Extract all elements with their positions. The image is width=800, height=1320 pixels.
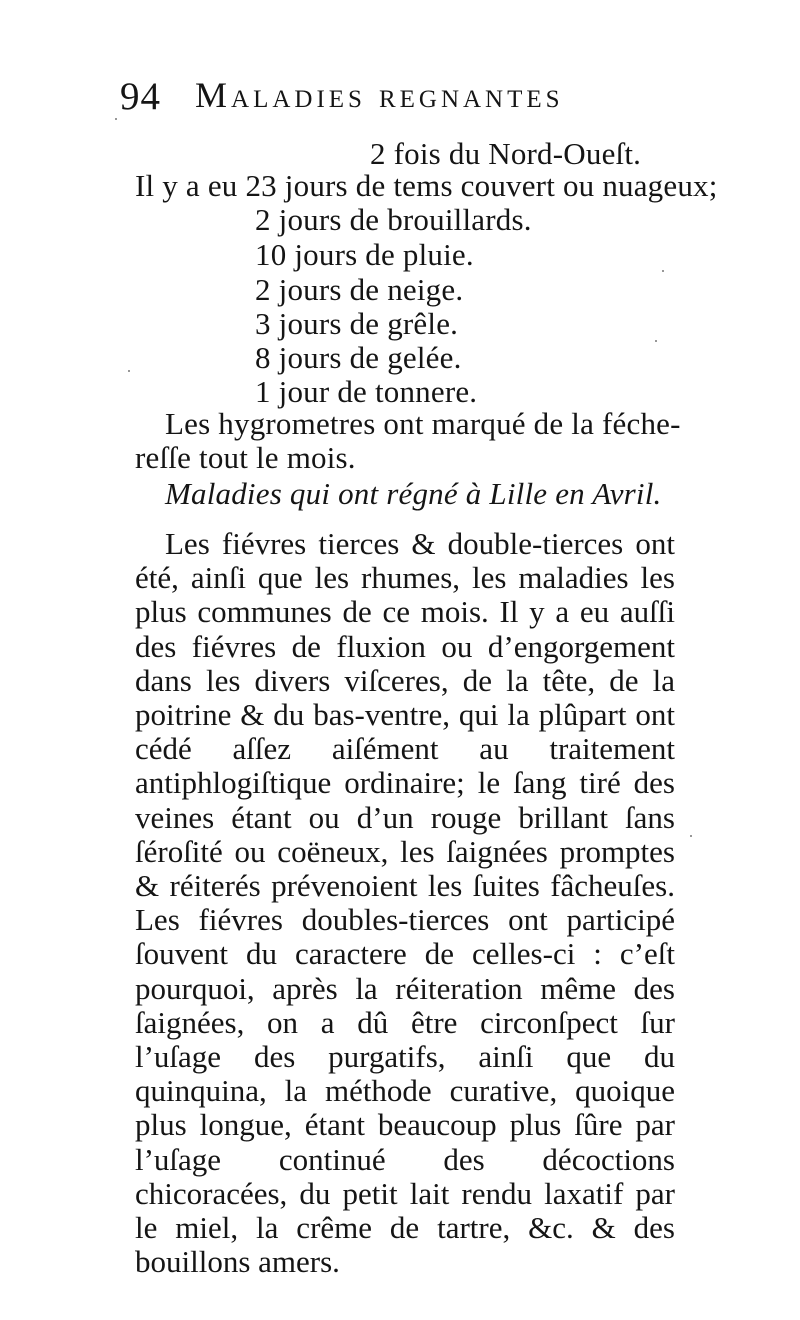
- weather-line-frost: 8 jours de gelée.: [255, 340, 462, 375]
- running-head: [120, 74, 680, 124]
- weather-line-snow: 2 jours de neige.: [255, 272, 464, 307]
- print-speck: [662, 270, 664, 272]
- running-title: Maladies regnantes: [195, 75, 564, 115]
- weather-line-hail: 3 jours de grêle.: [255, 306, 459, 341]
- print-speck: [655, 340, 657, 342]
- section-heading: Maladies qui ont régné à Lille en Avril.: [165, 476, 662, 511]
- hygrometer-line-1: Les hygrometres ont marqué de la féche-: [165, 406, 681, 441]
- print-speck: [128, 370, 130, 372]
- wind-line: 2 fois du Nord-Oueſt.: [370, 136, 642, 171]
- print-speck: [690, 835, 692, 837]
- weather-intro-line: Il y a eu 23 jours de tems couvert ou nuageux;: [135, 168, 718, 203]
- body-paragraph: Les fiévres tierces & double-tierces ont été, ainſi que les rhumes, les maladies les plus communes de ce mois. Il y a eu auſſi des fiévres de fluxion ou d’engorgement dans les divers viſceres, de la tête, de la poitrine & du bas-ventre, qui la plûpart ont cédé aſſez aiſément au traitement antiphlogiſtique ordinaire; le ſang tiré des veines étant ou d’un rouge brillant ſans ſéroſité ou coëneux, les ſaignées promptes & réiterés prévenoient les ſuites fâcheuſes. Les fiévres doubles-tierces ont participé ſouvent du caractere de celles-ci : c’eſt pourquoi, après la réiteration même des ſaignées, on a dû être circonſpect ſur l’uſage des purgatifs, ainſi que du quinquina, la méthode curative, quoique plus longue, étant beaucoup plus ſûre par l’uſage continué des décoctions chicoracées, du petit lait rendu laxatif par le miel, la crême de tartre, &c. & des bouillons amers.: [135, 526, 675, 1280]
- weather-line-fog: 2 jours de brouillards.: [255, 202, 532, 237]
- weather-line-rain: 10 jours de pluie.: [255, 237, 474, 272]
- hygrometer-line-2: reſſe tout le mois.: [135, 440, 356, 475]
- page-number: 94: [120, 75, 161, 118]
- print-speck: [115, 118, 117, 120]
- weather-line-thunder: 1 jour de tonnere.: [255, 374, 478, 409]
